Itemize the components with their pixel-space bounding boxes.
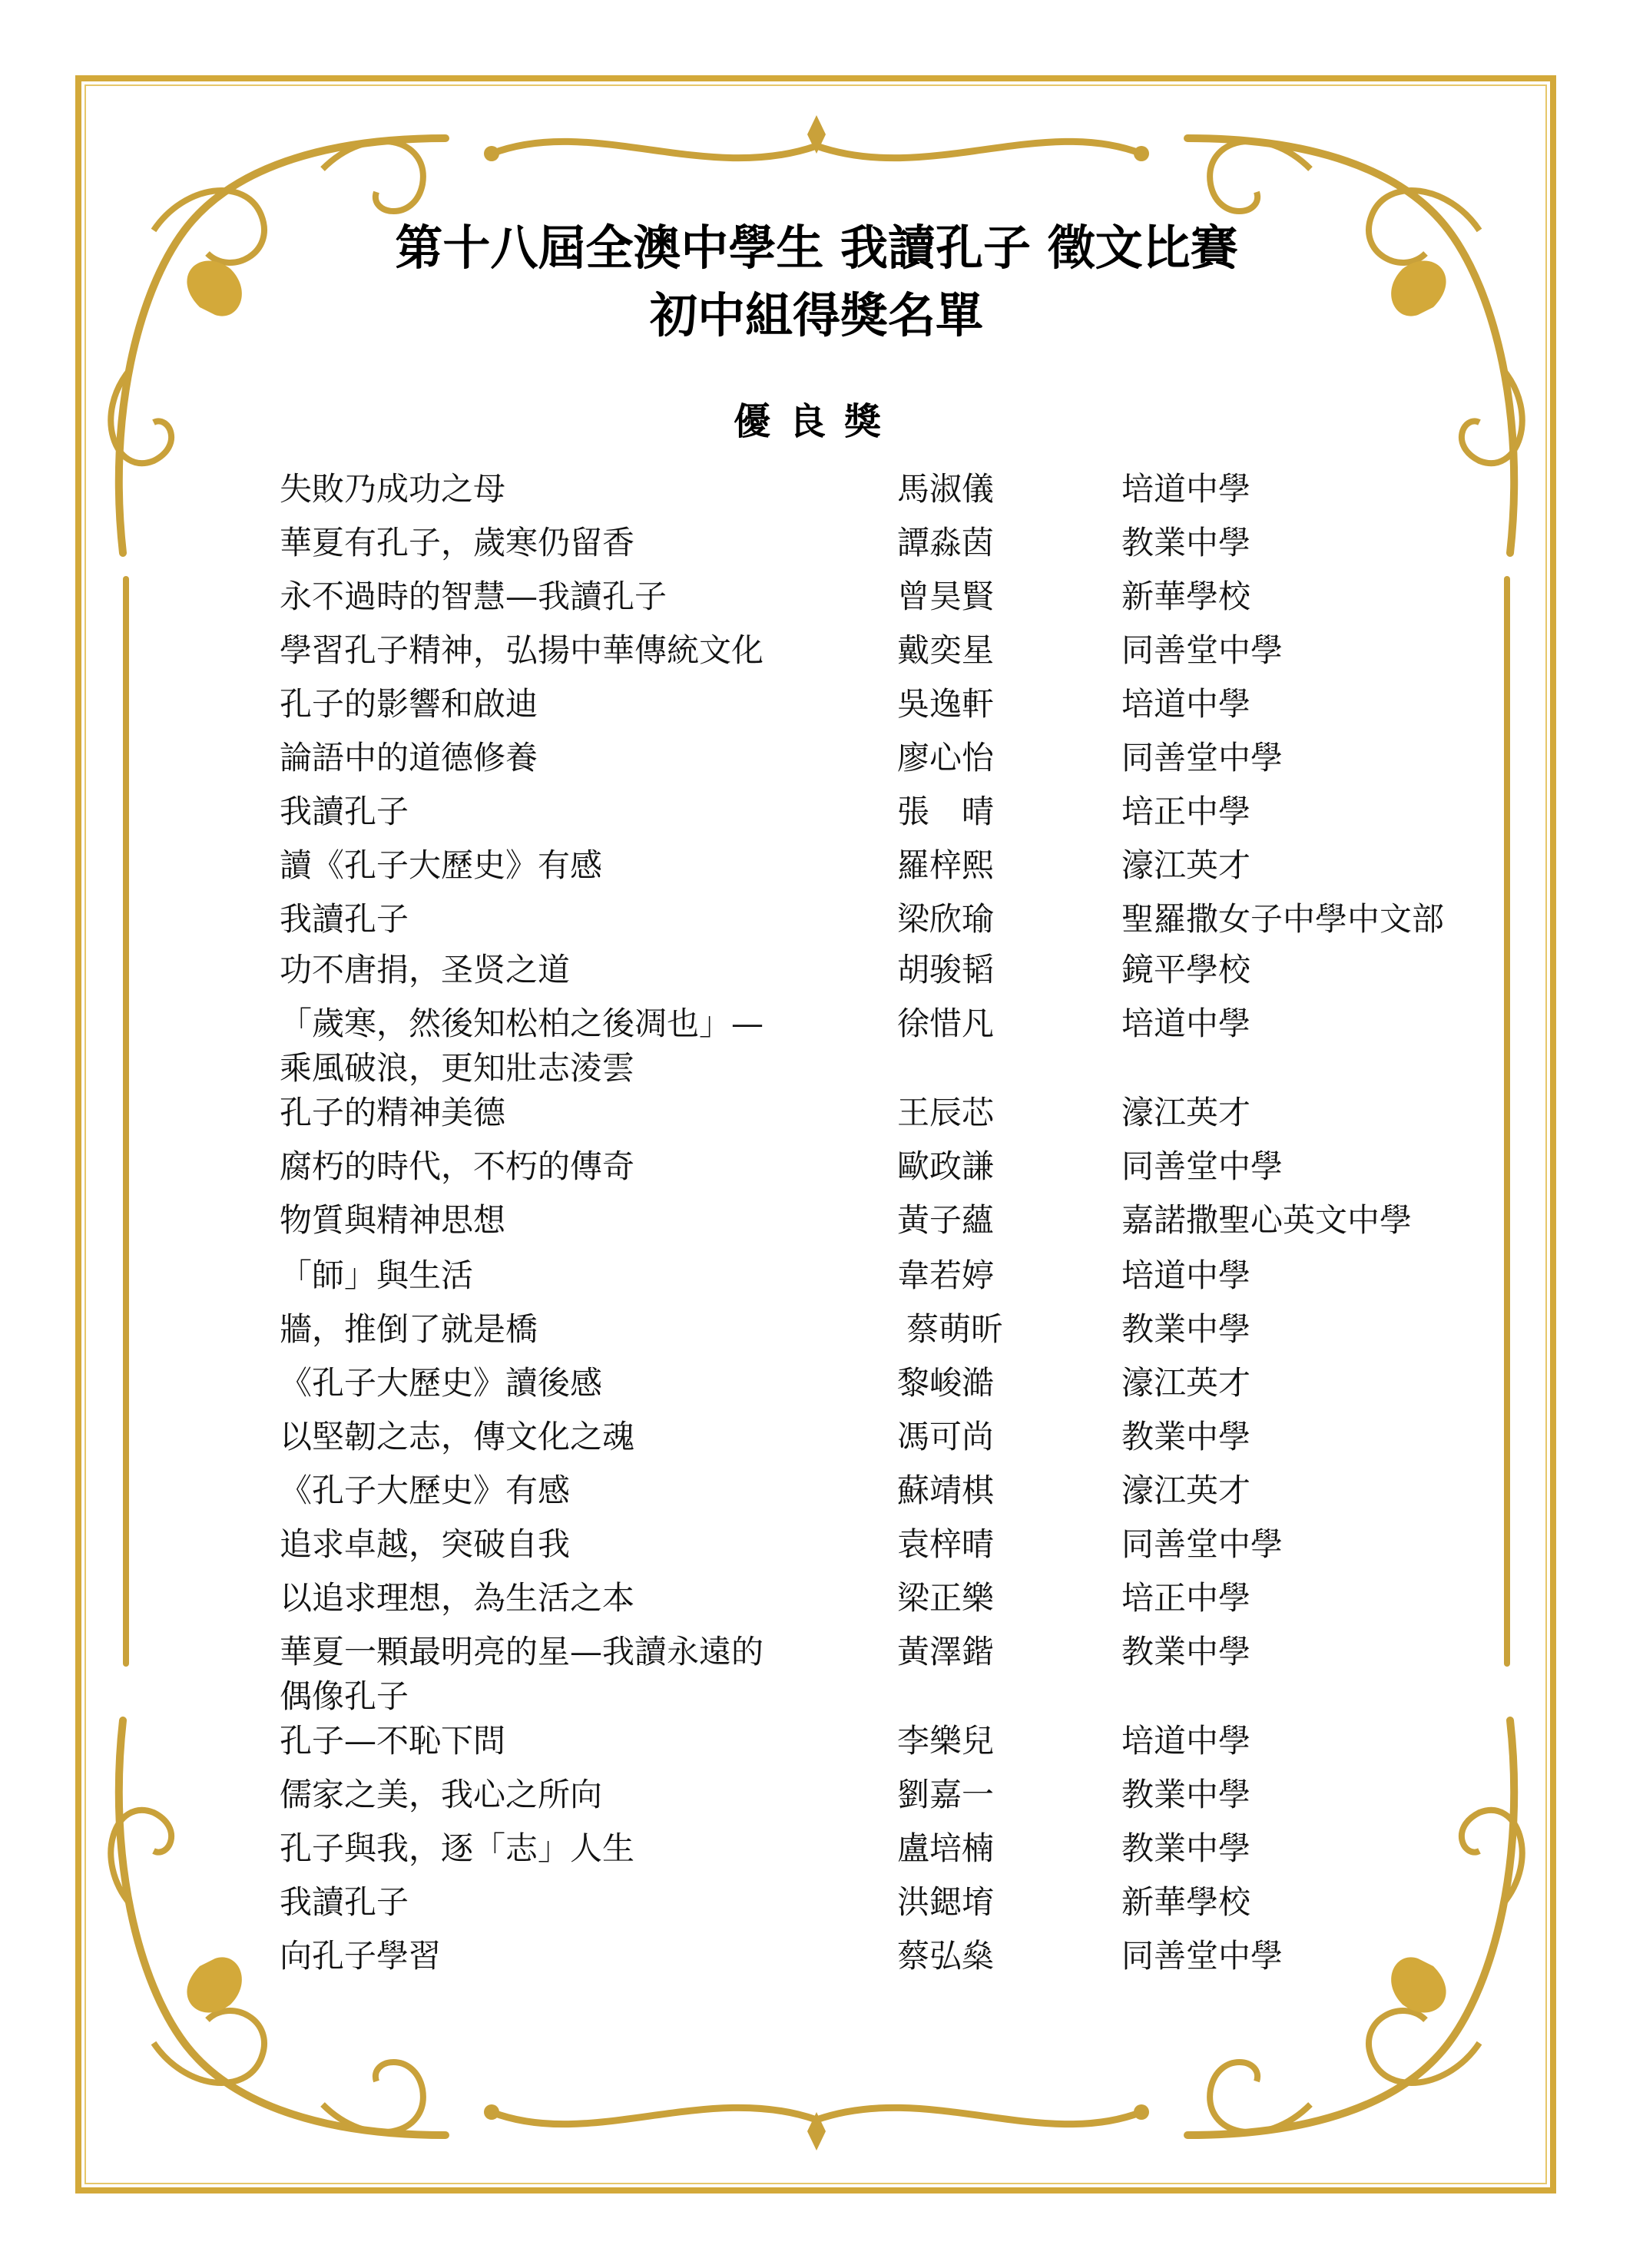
- essay-title: 「歲寒，然後知松柏之後凋也」— 乘風破浪，更知壯志淩雲: [280, 1005, 764, 1087]
- school-name: 同善堂中學: [1121, 1525, 1284, 1563]
- student-name: 蔡弘燊: [897, 1937, 995, 1975]
- school-name: 培正中學: [1121, 1579, 1251, 1617]
- student-name: 曾昊賢: [897, 578, 995, 615]
- student-name: 袁梓晴: [897, 1525, 995, 1563]
- essay-title: 讀《孔子大歷史》有感: [280, 846, 603, 884]
- school-name: 鏡平學校: [1121, 951, 1251, 988]
- essay-title: 向孔子學習: [280, 1937, 442, 1975]
- essay-title: 我讀孔子: [280, 900, 409, 938]
- essay-title: 儒家之美，我心之所向: [280, 1776, 603, 1813]
- school-name: 嘉諾撒聖心英文中學: [1121, 1201, 1413, 1239]
- award-category-heading: 優良獎: [733, 400, 899, 443]
- school-name: 教業中學: [1121, 1829, 1251, 1867]
- student-name: 黃澤鍇: [897, 1633, 995, 1670]
- student-name: 吳逸軒: [897, 685, 995, 723]
- essay-title: 以堅韌之志，傳文化之魂: [280, 1418, 635, 1455]
- essay-title: 學習孔子精神，弘揚中華傳統文化: [280, 631, 764, 669]
- essay-title: 追求卓越，突破自我: [280, 1525, 571, 1563]
- essay-title: 以追求理想，為生活之本: [280, 1579, 635, 1617]
- essay-title: 《孔子大歷史》讀後感: [280, 1364, 603, 1402]
- school-name: 濠江英才: [1121, 1472, 1251, 1509]
- essay-title: 孔子—不恥下問: [280, 1722, 506, 1760]
- student-name: 黎峻澔: [897, 1364, 995, 1402]
- school-name: 教業中學: [1121, 1310, 1251, 1348]
- document-title-line2: 初中組得獎名單: [649, 287, 983, 343]
- essay-title: 孔子的影響和啟迪: [280, 685, 538, 723]
- student-name: 梁正樂: [897, 1579, 995, 1617]
- school-name: 濠江英才: [1121, 1364, 1251, 1402]
- student-name: 馬淑儀: [897, 470, 995, 508]
- student-name: 黃子蘊: [897, 1201, 995, 1239]
- student-name: 劉嘉一: [897, 1776, 995, 1813]
- student-name: 韋若婷: [897, 1257, 995, 1294]
- essay-title: 「師」與生活: [280, 1257, 474, 1294]
- essay-title: 腐朽的時代，不朽的傳奇: [280, 1147, 635, 1185]
- essay-title: 失敗乃成功之母: [280, 470, 506, 508]
- school-name: 培正中學: [1121, 793, 1251, 830]
- document-title-line1: 第十八屆全澳中學生 我讀孔子 徵文比賽: [395, 220, 1238, 276]
- student-name: 歐政謙: [897, 1147, 995, 1185]
- essay-title: 牆，推倒了就是橋: [280, 1310, 538, 1348]
- essay-title: 我讀孔子: [280, 793, 409, 830]
- student-name: 蘇靖棋: [897, 1472, 995, 1509]
- student-name: 戴奕星: [897, 631, 995, 669]
- essay-title: 華夏有孔子，歲寒仍留香: [280, 524, 635, 561]
- student-name: 胡骏韬: [897, 951, 995, 988]
- school-name: 教業中學: [1121, 524, 1251, 561]
- essay-title: 功不唐捐，圣贤之道: [280, 951, 571, 988]
- student-name: 譚淼茵: [897, 524, 995, 561]
- essay-title: 孔子與我，逐「志」人生: [280, 1829, 635, 1867]
- student-name: 盧培楠: [897, 1829, 995, 1867]
- school-name: 教業中學: [1121, 1418, 1251, 1455]
- school-name: 聖羅撒女子中學中文部: [1121, 900, 1445, 938]
- student-name: 廖心怡: [897, 739, 995, 776]
- student-name: 李樂兒: [897, 1722, 995, 1760]
- student-name: 徐惜凡: [897, 1005, 995, 1042]
- school-name: 同善堂中學: [1121, 1147, 1284, 1185]
- school-name: 新華學校: [1121, 578, 1251, 615]
- school-name: 培道中學: [1121, 1005, 1251, 1042]
- student-name: 蔡萌昕: [906, 1310, 1004, 1348]
- school-name: 培道中學: [1121, 1722, 1251, 1760]
- school-name: 教業中學: [1121, 1633, 1251, 1670]
- student-name: 梁欣瑜: [897, 900, 995, 938]
- school-name: 同善堂中學: [1121, 631, 1284, 669]
- school-name: 培道中學: [1121, 685, 1251, 723]
- essay-title: 華夏一顆最明亮的星—我讀永遠的 偶像孔子: [280, 1633, 764, 1715]
- student-name: 馮可尚: [897, 1418, 995, 1455]
- school-name: 培道中學: [1121, 1257, 1251, 1294]
- essay-title: 孔子的精神美德: [280, 1094, 506, 1131]
- essay-title: 永不過時的智慧—我讀孔子: [280, 578, 667, 615]
- school-name: 同善堂中學: [1121, 1937, 1284, 1975]
- essay-title: 我讀孔子: [280, 1883, 409, 1921]
- student-name: 王辰芯: [897, 1094, 995, 1131]
- student-name: 張 晴: [897, 793, 995, 830]
- essay-title: 物質與精神思想: [280, 1201, 506, 1239]
- essay-title: 論語中的道德修養: [280, 739, 538, 776]
- school-name: 教業中學: [1121, 1776, 1251, 1813]
- school-name: 培道中學: [1121, 470, 1251, 508]
- student-name: 洪鍶堉: [897, 1883, 995, 1921]
- school-name: 濠江英才: [1121, 846, 1251, 884]
- school-name: 新華學校: [1121, 1883, 1251, 1921]
- student-name: 羅梓熙: [897, 846, 995, 884]
- school-name: 濠江英才: [1121, 1094, 1251, 1131]
- school-name: 同善堂中學: [1121, 739, 1284, 776]
- essay-title: 《孔子大歷史》有感: [280, 1472, 571, 1509]
